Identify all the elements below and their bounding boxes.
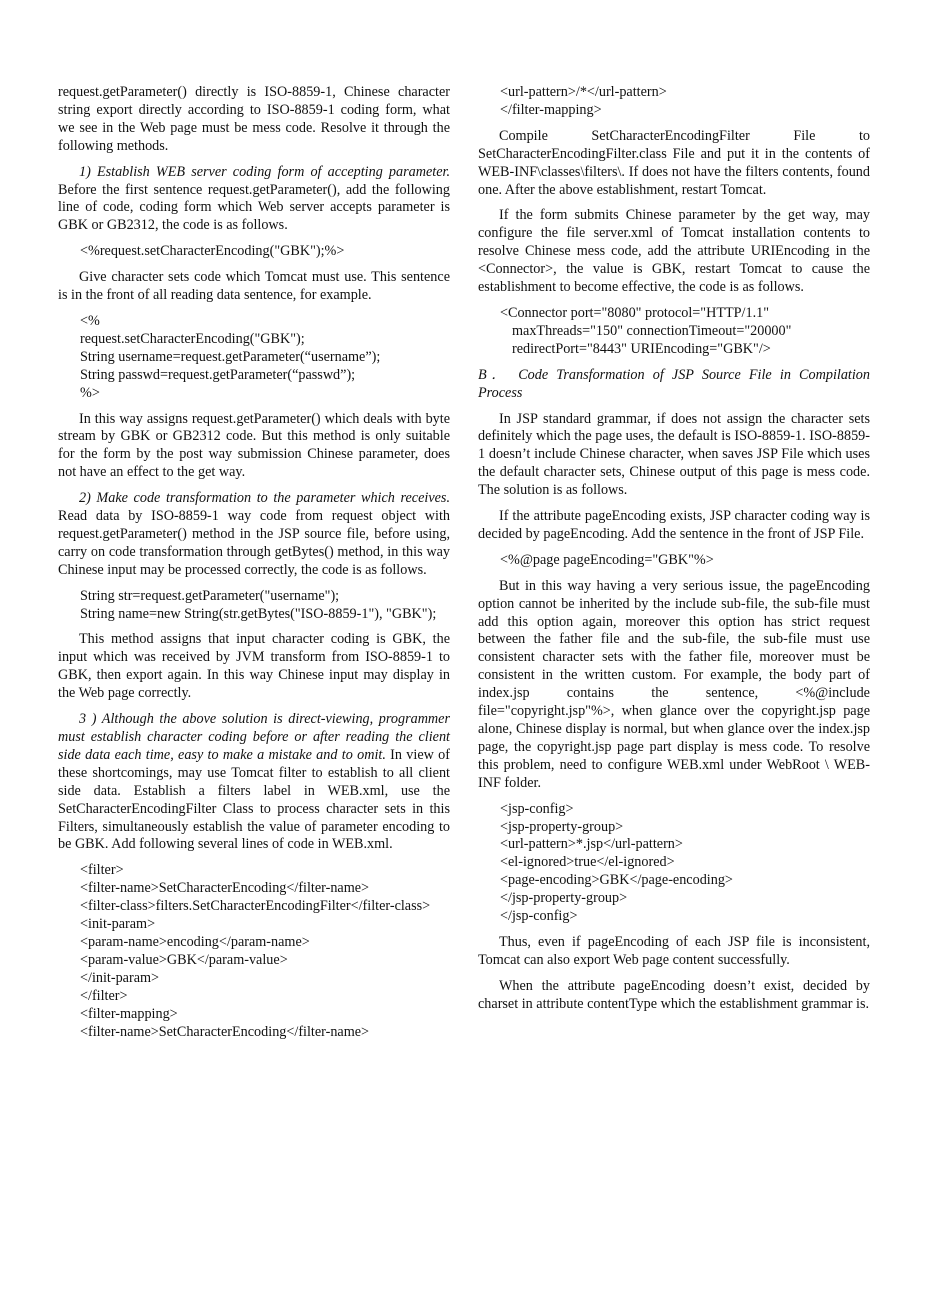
paragraph-method-2 [58,490,450,580]
method-2-heading: 2) Make code transformation to the parameter which receives. [79,490,450,507]
code-block-filter-mapping-end [478,84,870,120]
code-line: request.setCharacterEncoding("GBK"); [80,330,305,347]
paragraph-content-type: When the attribute pageEncoding doesn’t exist, decided by charset in attribute contentType which the establishment grammar is. [478,977,870,1012]
paragraph-charset-note: Give character sets code which Tomcat must use. This sentence is in the front of all reading data sentence, for example. [58,269,450,304]
left-column [58,84,450,1049]
paragraph-method-1 [58,164,450,236]
code-block-filter [58,862,450,1041]
paragraph-include-issue: But in this way having a very serious issue, the pageEncoding option cannot be inherited by the include sub-file, the sub-file must add this option again, moreover this option has strict request between the father file and the sub-file, the sub-file must use consistent character sets with the father file, moreover must be consistent in the written custom. For example, the body part of index.jsp contains the sentence, <%@include file="copyright.jsp"%>, when glance over the copyright.jsp page alone, Chinese display is normal, but when glance over the index.jsp page, the copyright.jsp page part display is mess code. To resolve this problem, need to configure WEB.xml under WebRoot \ WEB-INF folder. [478,577,870,791]
paragraph-method-3 [58,711,450,854]
code-line: <param-value>GBK</param-value> [80,951,288,968]
code-line: <jsp-config> [500,800,574,817]
paragraph-post-only: In this way assigns request.getParameter() which deals with byte stream by GBK or GB2312 code. But this method is only suitable for the form by the post way submission Chinese parameter, does not have an effect to the get way. [58,410,450,481]
code-line: maxThreads="150" connectionTimeout="20000" [512,322,792,339]
code-line: <url-pattern>/*</url-pattern> [500,84,667,100]
code-line: String name=new String(str.getBytes("ISO-8859-1"), "GBK"); [80,605,437,622]
code-line: <url-pattern>*.jsp</url-pattern> [500,836,683,853]
paragraph-intro: request.getParameter() directly is ISO-8859-1, Chinese character string export directly according to ISO-8859-1 coding form, what we see in the Web page must be mess code. Resolve it through the following methods. [58,84,450,154]
code-line: <% [80,312,100,329]
paragraph-compile-filter: Compile SetCharacterEncodingFilter File to SetCharacterEncodingFilter.class File and put it in the contents of WEB-INF\classes\filters\. If does not have the filters contents, found one. After the above establishment, restart Tomcat. [478,127,870,198]
code-line: <init-param> [80,916,156,933]
method-2-body: Read data by ISO-8859-1 way code from request object with request.getParameter() method in the JSP source file, before using, carry on code transformation through getBytes() method, in this way Chinese input may be processed correctly, the code is as follows. [58,508,450,578]
code-block-connector [478,305,870,359]
code-line: <filter-name>SetCharacterEncoding</filter-name> [80,880,370,897]
code-line: <param-name>encoding</param-name> [80,933,310,950]
code-block-jsp-config [478,801,870,926]
code-block-jsp-example [58,313,450,403]
code-block-getbytes [58,588,450,624]
method-3-heading: 3 ) Although the above solution is direct-viewing, programmer must establish character coding before or after reading the client side data each time, easy to make a mistake and to omit. [58,711,450,763]
code-line: String str=request.getParameter("username"); [80,587,340,604]
code-line: </filter> [80,987,128,1004]
code-line: <el-ignored>true</el-ignored> [500,854,675,871]
code-line: redirectPort="8443" URIEncoding="GBK"/> [512,340,771,357]
code-line: <page-encoding>GBK</page-encoding> [500,872,733,889]
paragraph-get-way: If the form submits Chinese parameter by the get way, may configure the file server.xml of Tomcat installation contents to resolve Chinese mess code, add the attribute URIEncoding in the <Connector>, the value is GBK, restart Tomcat to cause the establishment to become effective, the code is as follows. [478,207,870,296]
code-line: %> [80,384,100,401]
code-line: <filter-mapping> [80,1005,178,1022]
code-line: </jsp-property-group> [500,890,628,907]
code-line: </init-param> [80,969,160,986]
code-line: <%@page pageEncoding="GBK"%> [500,551,714,568]
code-line: </jsp-config> [500,908,578,925]
code-block-page-directive [478,552,870,570]
code-block-set-encoding [58,243,450,261]
method-3-body: In view of these shortcomings, may use Tomcat filter to establish to all client side data. Establish a filters label in WEB.xml, use the SetCharacterEncodingFilter Class to process character sets in this Filters, simultaneously establish the value of parameter encoding to be GBK. Add following several lines of code in WEB.xml. [58,746,451,853]
code-line: <jsp-property-group> [500,818,624,835]
code-line: String passwd=request.getParameter(“passwd”); [80,366,356,383]
code-line: </filter-mapping> [500,101,602,118]
paragraph-page-encoding: If the attribute pageEncoding exists, JSP character coding way is decided by pageEncoding. Add the sentence in the front of JSP File. [478,508,870,542]
code-line: String username=request.getParameter(“username”); [80,348,381,365]
code-line: <filter-class>filters.SetCharacterEncodingFilter</filter-class> [80,898,431,915]
code-line: <%request.setCharacterEncoding("GBK");%> [80,243,345,260]
section-heading-b: B． Code Transformation of JSP Source File in Compilation Process [478,366,870,401]
paragraph-thus: Thus, even if pageEncoding of each JSP file is inconsistent, Tomcat can also export Web page content successfully. [478,933,870,968]
right-column [478,84,870,1022]
code-line: <filter> [80,862,124,879]
method-1-body: Before the first sentence request.getParameter(), add the following line of code, coding form which Web server accepts parameter is GBK or GB2312, the code is as follows. [58,181,450,234]
method-1-heading: 1) Establish WEB server coding form of accepting parameter. [79,163,450,180]
code-line: <filter-name>SetCharacterEncoding</filter-name> [80,1023,370,1040]
paragraph-jsp-default: In JSP standard grammar, if does not assign the character sets definitely which the page uses, the default is ISO-8859-1. ISO-8859-1 doesn’t include Chinese character, when saves JSP File which uses the default character sets, Chinese output of this page is mess code. The solution is as follows. [478,410,870,499]
paragraph-gbk-transform: This method assigns that input character coding is GBK, the input which was received by JVM transform from ISO-8859-1 to GBK, then export again. In this way Chinese input may display in the Web page correctly. [58,631,450,702]
code-line: <Connector port="8080" protocol="HTTP/1.1" [500,304,770,321]
